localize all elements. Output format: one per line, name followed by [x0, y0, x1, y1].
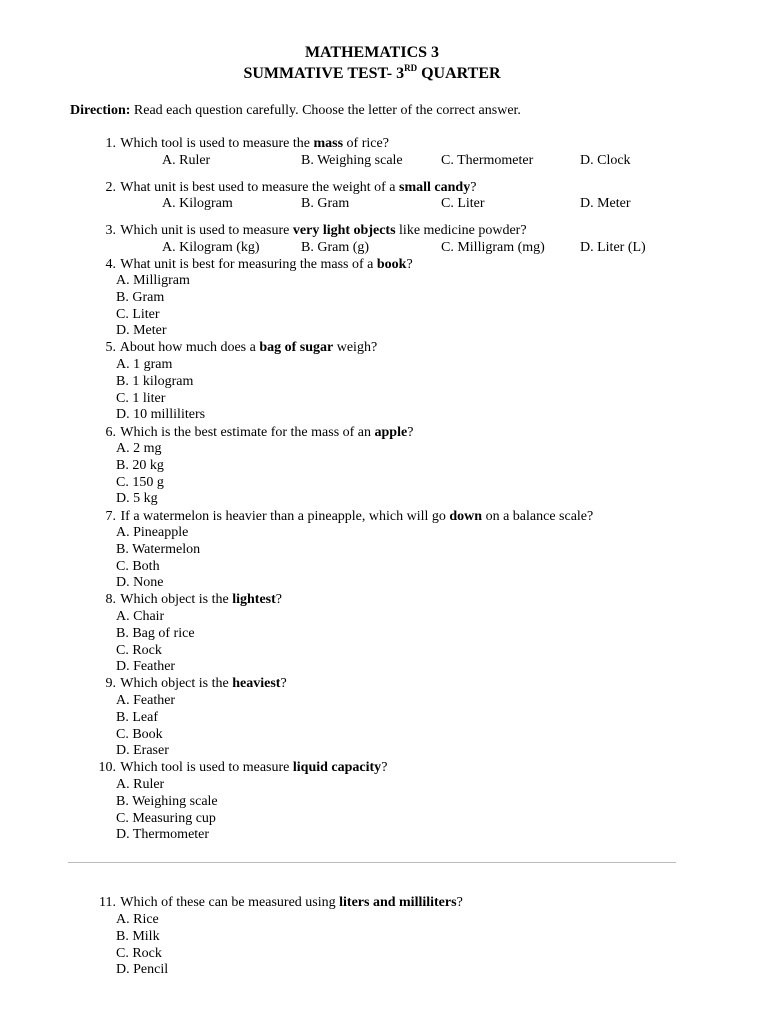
option-d: D. Pencil: [116, 962, 169, 978]
option-b: B. Leaf: [116, 709, 158, 725]
options-5: [116, 357, 205, 424]
question-number: 1.: [105, 136, 116, 151]
question-keyword: liquid capacity: [292, 760, 382, 775]
question-text-end: like medicine powder?: [395, 223, 527, 238]
question-text-end: ?: [275, 592, 282, 607]
title-test-suffix: QUARTER: [417, 65, 501, 82]
question-keyword: liters and milliliters: [339, 895, 457, 910]
question-1: [90, 136, 389, 153]
question-keyword: small candy: [399, 180, 471, 195]
question-3: [90, 223, 527, 240]
option-b: B. Gram: [301, 196, 350, 211]
option-a: A. 1 gram: [116, 357, 173, 372]
question-text: Which unit is used to measure: [120, 223, 293, 238]
direction-text: Read each question carefully. Choose the letter of the correct answer.: [130, 103, 521, 118]
question-text-end: ?: [456, 895, 463, 910]
title-test-text: SUMMATIVE TEST- 3: [243, 65, 405, 82]
option-a: A. Rice: [116, 912, 159, 927]
option-b: B. Gram: [116, 289, 165, 305]
option-a: A. Milligram: [116, 273, 190, 288]
option-c: C. Measuring cup: [116, 810, 216, 826]
options-11: [116, 912, 168, 979]
question-text-end: of rice?: [343, 136, 389, 151]
question-text-end: ?: [470, 180, 477, 195]
question-text: Which object is the: [120, 676, 233, 691]
question-text-end: ?: [381, 760, 388, 775]
option-b: B. 1 kilogram: [116, 373, 194, 389]
question-11: [90, 895, 463, 912]
option-a: A. Pineapple: [116, 525, 189, 540]
question-keyword: heaviest: [232, 676, 281, 691]
option-d: D. Meter: [580, 196, 631, 211]
option-c: C. Both: [116, 558, 160, 574]
option-a: A. Feather: [116, 693, 176, 708]
option-d: D. 5 kg: [116, 491, 158, 507]
question-number: 9.: [105, 676, 116, 691]
question-8: [90, 592, 282, 609]
option-c: C. Book: [116, 726, 163, 742]
question-text-end: weigh?: [333, 340, 378, 355]
question-text: What unit is best for measuring the mass of a: [120, 257, 377, 272]
option-a: A. Chair: [116, 609, 165, 624]
question-keyword: very light objects: [292, 223, 396, 238]
option-d: D. Clock: [580, 153, 631, 168]
options-7: [116, 525, 200, 592]
option-a: A. 2 mg: [116, 441, 162, 456]
option-d: D. Eraser: [116, 743, 169, 759]
options-9: [116, 693, 175, 760]
question-text: Which is the best estimate for the mass of an: [120, 425, 375, 440]
question-text-end: ?: [406, 257, 413, 272]
question-text: What unit is best used to measure the weight of a: [120, 180, 400, 195]
option-d: D. Meter: [116, 323, 167, 339]
question-7: [90, 509, 593, 526]
question-number: 4.: [105, 257, 116, 272]
option-a: A. Kilogram: [162, 196, 233, 211]
option-a: A. Kilogram (kg): [162, 240, 260, 255]
option-d: D. Liter (L): [580, 240, 646, 255]
option-b: B. Weighing scale: [116, 793, 218, 809]
option-d: D. Thermometer: [116, 827, 210, 843]
options-4: [116, 273, 190, 340]
question-keyword: apple: [374, 425, 408, 440]
options-8: [116, 609, 195, 676]
option-a: A. Ruler: [116, 777, 165, 792]
question-text: Which tool is used to measure the: [120, 136, 314, 151]
question-text-end: on a balance scale?: [482, 509, 594, 524]
question-number: 5.: [105, 340, 116, 355]
question-9: [90, 676, 287, 693]
option-c: C. Rock: [116, 945, 162, 961]
question-6: [90, 425, 413, 442]
question-text: Which object is the: [120, 592, 233, 607]
option-c: C. Liter: [441, 196, 485, 211]
option-c: C. Liter: [116, 306, 160, 322]
option-c: C. Thermometer: [441, 153, 534, 168]
question-text: If a watermelon is heavier than a pineapple, which will go: [120, 509, 450, 524]
question-number: 7.: [105, 509, 116, 524]
option-b: B. Gram (g): [301, 240, 370, 255]
option-d: D. 10 milliliters: [116, 407, 206, 423]
question-text-end: ?: [280, 676, 287, 691]
title-test: [0, 65, 744, 83]
question-keyword: book: [376, 257, 407, 272]
option-d: D. Feather: [116, 659, 176, 675]
question-2: [90, 180, 476, 197]
question-keyword: down: [449, 509, 483, 524]
option-c: C. 1 liter: [116, 390, 166, 406]
option-d: D. None: [116, 575, 164, 591]
title-subject: MATHEMATICS 3: [304, 44, 440, 61]
question-text-end: ?: [407, 425, 414, 440]
option-c: C. 150 g: [116, 474, 164, 490]
question-keyword: lightest: [232, 592, 276, 607]
option-b: B. Milk: [116, 928, 160, 944]
direction-label: Direction:: [70, 103, 131, 118]
question-text: About how much does a: [119, 340, 260, 355]
options-10: [116, 777, 218, 844]
title-superscript: RD: [404, 63, 418, 73]
question-4: [90, 257, 413, 274]
option-c: C. Milligram (mg): [441, 240, 545, 255]
question-number: 2.: [105, 180, 116, 195]
option-c: C. Rock: [116, 642, 162, 658]
question-number: 10.: [98, 760, 116, 775]
question-keyword: bag of sugar: [259, 340, 334, 355]
question-number: 8.: [105, 592, 116, 607]
option-b: B. Watermelon: [116, 541, 201, 557]
options-6: [116, 441, 164, 508]
question-text: Which of these can be measured using: [120, 895, 340, 910]
option-b: B. Weighing scale: [301, 153, 403, 168]
question-keyword: mass: [313, 136, 344, 151]
question-number: 3.: [105, 223, 116, 238]
option-a: A. Ruler: [162, 153, 211, 168]
question-5: [90, 340, 377, 357]
question-number: 11.: [99, 895, 116, 910]
option-b: B. 20 kg: [116, 457, 164, 473]
question-10: [90, 760, 387, 777]
direction: [70, 103, 521, 119]
question-number: 6.: [105, 425, 116, 440]
option-b: B. Bag of rice: [116, 625, 195, 641]
page-break-divider: [68, 862, 676, 863]
question-text: Which tool is used to measure: [120, 760, 293, 775]
